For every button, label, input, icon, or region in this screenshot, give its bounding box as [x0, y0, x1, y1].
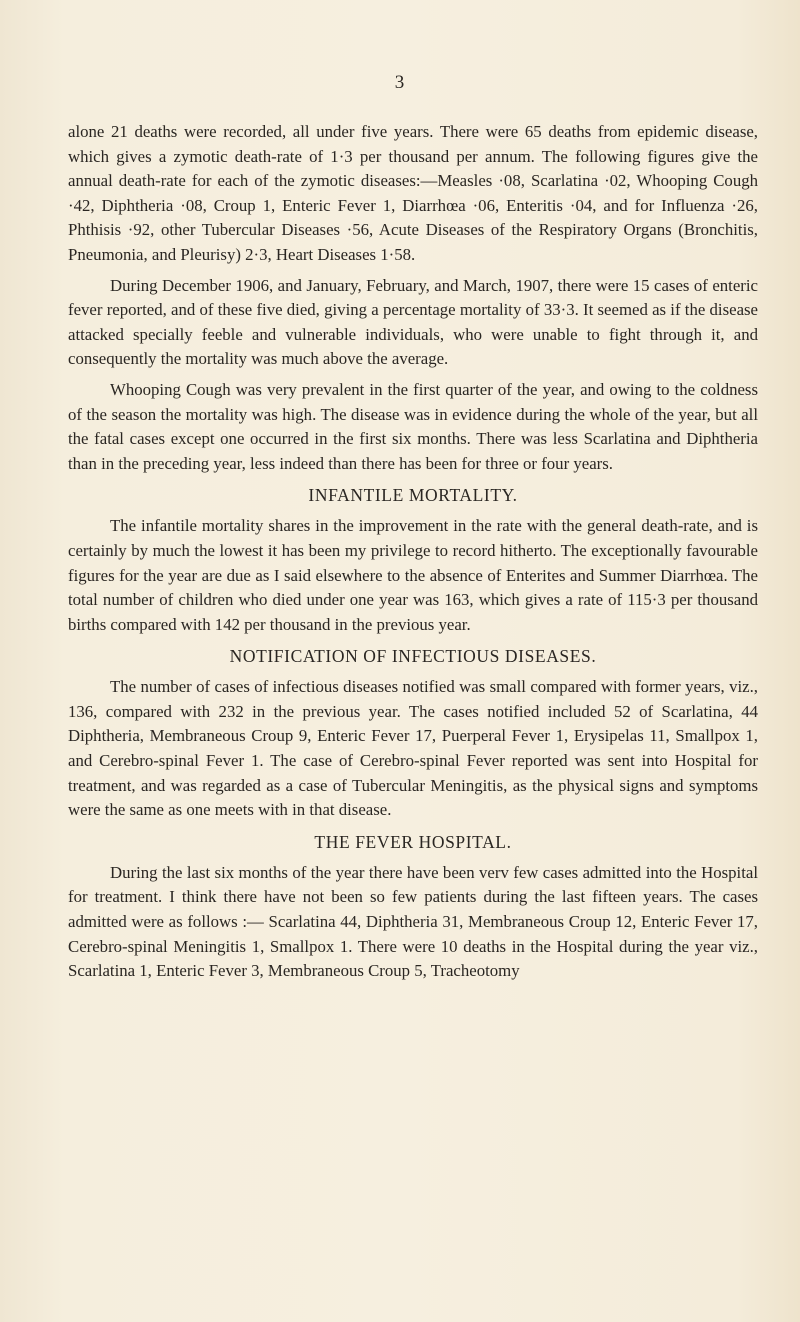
heading-infantile-mortality: INFANTILE MORTALITY. — [308, 485, 518, 506]
heading-notification: NOTIFICATION OF INFECTIOUS DISEASES. — [229, 646, 597, 667]
paragraph-notification: The number of cases of infectious diseases notified was small compared with former years, viz., 136, compared with 232 in the previous year. The cases notified included 52 of Scarlatina, 44 Diphtheria, Membraneous Croup 9, Enteric Fever 17, Puerperal Fever 1, Erysipelas 11, Smallpox 1, and Cerebro-spinal Fever 1. The case of Cerebro-spinal Fever reported was sent into Hospital for treatment, and was regarded as a case of Tubercular Meningitis, as the physical signs and symptoms were the same as one meets with in that disease. — [68, 677, 758, 820]
paragraph-infantile-mortality: The infantile mortality shares in the improvement in the rate with the general death-rate, and is certainly by much the lowest it has been my privilege to record hitherto. The exceptionally favourable figures for the year are due as I said elsewhere to the absence of Enterites and Summer Diarrhœa. The total number of children who died under one year was 163, which gives a rate of 115·3 per thousand births compared with 142 per thousand in the previous year. — [68, 516, 758, 634]
page-number: 3 — [394, 72, 406, 93]
paragraph-whooping-cough: Whooping Cough was very prevalent in the first quarter of the year, and owing to the coldness of the season the mortality was high. The disease was in evidence during the whole of the year, but all the fatal cases except one occurred in the first six months. There was less Scarlatina and Diphtheria than in the preceding year, less indeed than there has been for three or four years. — [68, 379, 758, 473]
paragraph-zymotic-deaths: alone 21 deaths were recorded, all under five years. There were 65 deaths from epidemic disease, which gives a zymotic death-rate of 1·3 per thousand per annum. The following figures give the annual death-rate for each of the zymotic diseases:—Measles ·08, Scarlatina ·02, Whooping Cough ·42, Diphtheria ·08, Croup 1, Enteric Fever 1, Diarrhœa ·06, Enteritis ·04, and for Influenza ·26, Phthisis ·92, other Tubercular Diseases ·56, Acute Diseases of the Respiratory Organs (Bronchitis, Pneumonia, and Pleurisy) 2·3, Heart Diseases 1·58. — [68, 122, 758, 264]
page-body — [68, 120, 758, 984]
heading-fever-hospital: THE FEVER HOSPITAL. — [314, 831, 512, 852]
paragraph-enteric-fever: During December 1906, and January, February, and March, 1907, there were 15 cases of enteric fever reported, and of these five died, giving a percentage mortality of 33·3. It seemed as if the disease attacked specially feeble and vulnerable individuals, who were unable to fight through it, and consequently the mortality was much above the average. — [68, 275, 758, 369]
paragraph-fever-hospital: During the last six months of the year there have been verv few cases admitted into the Hospital for treatment. I think there have not been so few patients during the last fifteen years. The cases admitted were as follows :— Scarlatina 44, Diphtheria 31, Membraneous Croup 12, Enteric Fever 17, Cerebro-spinal Meningitis 1, Smallpox 1. There were 10 deaths in the Hospital during the year viz., Scarlatina 1, Enteric Fever 3, Membraneous Croup 5, Tracheotomy — [68, 862, 758, 981]
